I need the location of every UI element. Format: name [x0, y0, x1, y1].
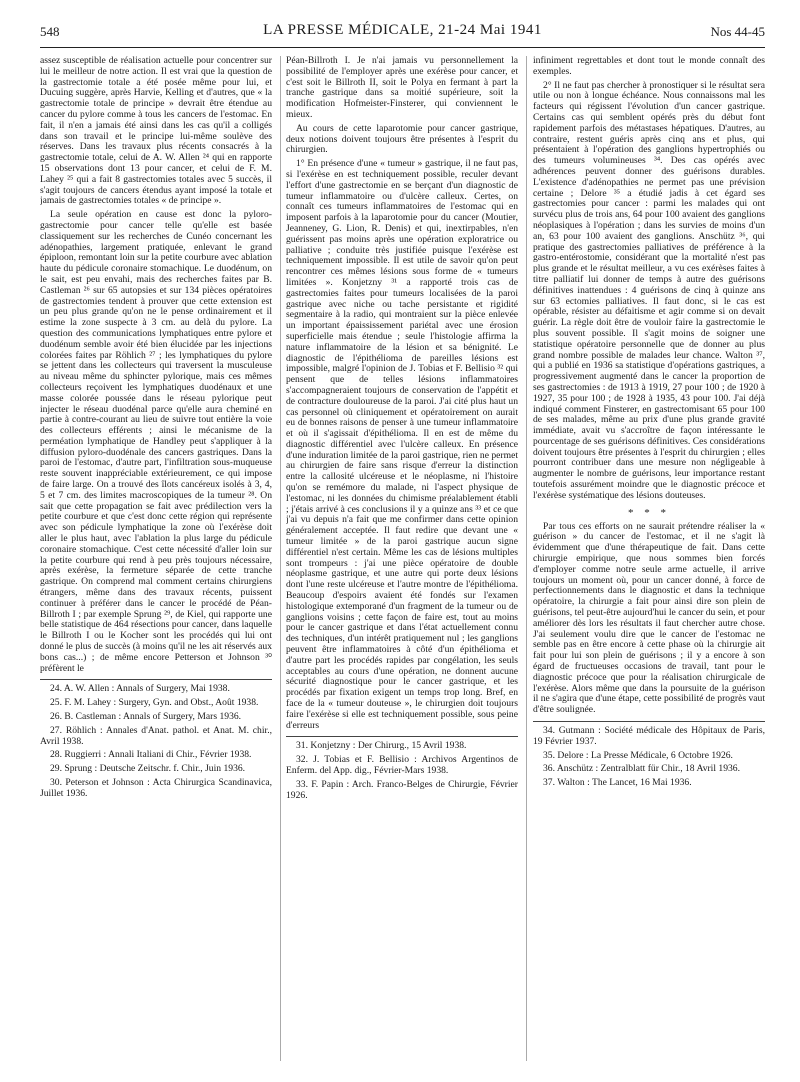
footnote: 36. Anschütz : Zentralblatt für Chir., 18 Avril 1936. — [543, 763, 740, 775]
paragraph: 2° Il ne faut pas chercher à pronostiquer si le résultat sera utile ou non à longue échéance. Nous connaissons mal les facteurs qui régissent l'évolution d'un cancer gastrique. Certains cas qui semblent opérés près du début font rapidement parfois des métastases hépatiques. D'autres, au contraire, restent guéris après cinq ans et plus, qui présentaient à l'opération des ganglions hypertrophiés ou des tumeurs volumineuses ³⁴. Des cas opérés avec adhérences peuvent donner des guérisons durables. L'existence d'adénopathies ne permet pas une prévision certaine ; Delore ³⁵ a étudié jadis à cet égard ses gastrectomies pour cancer : parmi les malades qui ont survécu plus de trois ans, 64 pour 100 avaient des ganglions néoplasiques à l'opération ; dans les survies de moins d'un an, 63 pour 100 avaient des ganglions. Anschütz ³⁶, qui pratique des gastrectomies palliatives de préférence à la gastro-entérostomie, considérant que la mortalité n'est pas plus grande et le résultat meilleur, a vu ces exérèses faites à titre palliatif lui donner de temps à autre des guérisons définitives inattendues : 4 guérisons de cinq à quinze ans sur 63 ectomies palliatives. Il faut donc, si le cas est opérable, résister au défaitisme et agir comme si on devait guérir. La règle doit être de vouloir faire la gastrectomie le plus souvent possible. Il s'agit moins de soigner une statistique opératoire personnelle que de donner au plus grand nombre possible de malades leur chance. Walton ³⁷, qui a publié en 1936 sa statistique d'opérations gastriques, a progressivement augmenté dans le cancer la proportion de ses gastrectomies : de 1913 à 1919, 27 pour 100 ; de 1920 à 1927, 35 pour 100 ; de 1928 à 1935, 43 pour 100. J'ai déjà indiqué comment Finsterer, en gastrectomisant 65 pour 100 de ses malades, même au prix d'une plus grande gravité immédiate, avait vu s'accroître de façon intéressante le pourcentage de ses guérisons définitives. Ces considérations doivent toujours être présentes à l'esprit du chirurgien ; elles pourront contribuer dans une mesure non négligeable à augmenter le nombre de guérisons, leur importance restant toutefois assurément moindre que le diagnostic précoce et l'exérèse systématique des lésions douteuses. — [533, 79, 765, 501]
page-header — [40, 18, 765, 44]
issue-date: 21-24 Mai 1941 — [438, 22, 542, 38]
footnote: 30. Peterson et Johnson : Acta Chirurgica Scandinavica, Juillet 1936. — [40, 777, 272, 799]
footnote-rule — [533, 721, 765, 722]
paragraph: La seule opération en cause est donc la pyloro-gastrectomie pour cancer telle qu'elle est basée classiquement sur les recherches de Cunéo concernant les adénopathies, largement pratiquée, enlevant le grand épiploon, remontant loin sur la petite courbure avec ablation haute du pédicule coronaire stomachique. Le duodénum, on le sait, est peu envahi, mais des recherches faites par B. Castleman ²⁶ sur 65 autopsies et sur 134 pièces opératoires de gastrectomies tendent à prouver que cette extension est un peu plus grande qu'on ne le pense ordinairement et il estime la zone suspecte à 3 cm. au delà du pylore. La question des communications lymphatiques entre pylore et duodénum semble avoir été bien élucidée par les injections colorées faites par Röhlich ²⁷ ; les lymphatiques du pylore se jettent dans les collecteurs qui traversent la musculeuse au niveau même du sphincter pylorique, mais ces mêmes collecteurs reçoivent les lymphatiques duodénaux et une masse colorée poussée dans le réseau pylorique peut injecter le réseau duodénal parce qu'elle aura cheminé en partie à contre-courant au lieu de suivre tout entière la voie des collecteurs efférents ; ainsi le mécanisme de la perméation lymphatique de Handley peut s'appliquer à la diffusion pyloro-duodénale des cancers gastriques. Dans la paroi de l'estomac, d'autre part, l'infiltration sous-muqueuse reste souvent inappréciable extérieurement, ce qui impose de faire large. On a trouvé des îlots cancéreux isolés à 3, 4, 5 et 7 cm. des limites macroscopiques de la tumeur ²⁸. On sait que cette propagation se fait avec prédilection vers la petite courbure et que c'est donc cette région qui représente avec son pédicule lymphatique la zone où l'exérèse doit aller le plus haut, avec l'ablation la plus large du pédicule coronaire stomachique. C'est cette nécessité d'aller loin sur la petite courbure qui rend à peu près toujours nécessaire, après exérèse, la fermeture séparée de cette tranche gastrique. On comprend mal comment certains chirurgiens étrangers, même dans des travaux récents, puissent continuer à préférer dans le cancer le procédé de Péan-Billroth I ; par exemple Sprung ²⁹, de Kiel, qui rapporte une belle statistique de 464 résections pour cancer, dans laquelle le Billroth I ou le Kocher sont les procédés qui lui ont donné le plus de succès (à moins qu'il ne les ait réservés aux bons cas...) ; de même encore Petterson et Johnson ³⁰ préfèrent le — [40, 209, 272, 674]
column-divider — [526, 56, 527, 1061]
footnote: 24. A. W. Allen : Annals of Surgery, Mai 1938. — [50, 683, 230, 695]
footnote: 28. Ruggierri : Annali Italiani di Chir., Février 1938. — [50, 749, 252, 761]
footnote: 26. B. Castleman : Annals of Surgery, Mars 1936. — [50, 711, 242, 723]
column-1 — [40, 56, 272, 1066]
footnote: 35. Delore : La Presse Médicale, 6 Octobre 1926. — [543, 749, 733, 761]
column-2 — [286, 56, 518, 1066]
footnote: 25. F. M. Lahey : Surgery, Gyn. and Obst., Août 1938. — [50, 697, 259, 709]
footnote-rule — [40, 679, 272, 680]
issue-number: Nos 44-45 — [710, 24, 765, 39]
footnote: 29. Sprung : Deutsche Zeitschr. f. Chir., Juin 1936. — [50, 763, 246, 775]
paragraph: infiniment regrettables et dont tout le monde connaît des exemples. — [533, 56, 765, 77]
footnote: 31. Konjetzny : Der Chirurg., 15 Avril 1938. — [296, 740, 467, 752]
journal-name: LA PRESSE MÉDICALE, — [263, 22, 434, 38]
section-separator: * * * — [628, 506, 670, 519]
paragraph: 1° En présence d'une « tumeur » gastrique, il ne faut pas, si l'exérèse en est techniquement possible, reculer devant l'effort d'une gastrectomie en se berçant d'un diagnostic de tumeur inflammatoire ou d'ulcère calleux. Certes, on connaît ces tumeurs inflammatoires de l'estomac qui en imposent parfois à la laparotomie pour du cancer (Moutier, Jeanneney, G. Lion, R. Denis) et qui, inextirpables, n'en guérissent pas moins après une opération exploratrice ou palliative ; conduite très justifiée puisque l'exérèse est techniquement impossible. Il est utile de savoir qu'on peut rencontrer ces mêmes lésions sous forme de « tumeurs limitées ». Konjetzny ³¹ a rapporté trois cas de gastrectomies faites pour tumeurs localisées de la paroi gastrique avec niche ou tache persistante et rigidité segmentaire à la radio, qui montraient sur la pièce enlevée un important épaississement pariétal avec une érosion superficielle mais étendue ; seule l'histologie affirma la nature inflammatoire de la lésion et sa bénignité. Le diagnostic de l'épithélioma de pareilles lésions est impossible, malgré l'opinion de J. Tobias et F. Bellisio ³² qui pensent que de telles lésions inflammatoires s'accompagneraient toujours de conservation de l'appétit et de contracture douloureuse de la paroi. J'ai cité plus haut un cas personnel où cliniquement et opératoirement on aurait eu de bonnes raisons de penser à une tumeur inflammatoire et où il s'agissait d'épithélioma. Il en est de même du diagnostic différentiel avec l'ulcère calleux. En présence d'une induration limitée de la paroi gastrique, rien ne permet au chirurgien de faire sans risque d'erreur la distinction entre la callosité ulcéreuse et le néoplasme, ni l'histoire qu'on se remémore du malade, ni l'aspect physique de l'estomac, ni les données du chimisme préalablement établi ; j'étais arrivé à ces conclusions il y a quinze ans ³³ et ce que j'ai vu depuis n'a fait que me confirmer dans cette opinion généralement acceptée. Il faut redire que devant une « tumeur limitée » de la paroi gastrique aucun signe différentiel n'est certain. Même les cas de lésions multiples sont trompeurs : j'ai une pièce opératoire de double néoplasme gastrique, et une autre qui porte deux lésions dont l'une reste ulcéreuse et l'autre montre de l'épithélioma. Beaucoup d'espoirs avaient été fondés sur l'examen histologique extemporané d'un fragment de la tumeur ou de ganglions voisins ; cette façon de faire est, tout au moins pour le cancer gastrique et dans l'état actuellement connu des techniques, d'un intérêt pratiquement nul ; les ganglions peuvent être inflammatoires à côté d'un épithélioma et d'autre part les procédés rapides par congélation, les seuls acceptables au cours d'une opération, ne donnent aucune sécurité diagnostique pour le cancer gastrique, et les procédés par fixation exigent un temps trop long. Bref, en face de la « tumeur douteuse », le chirurgien doit toujours faire l'exérèse si elle est techniquement possible, sous peine d'erreurs — [286, 158, 518, 731]
paragraph: Par tous ces efforts on ne saurait prétendre réaliser la « guérison » du cancer de l'estomac, et il ne s'agit là évidemment que d'une thérapeutique de fait. Dans cette chirurgie empirique, que nous sommes bien forcés d'employer comme notre seule arme actuelle, il arrive toujours un moment où, pour un cancer donné, à force de perfectionnements dans le diagnostic et dans la technique opératoire, la chirurgie a fait pour ainsi dire son plein de guérisons, tel peut-être aujourd'hui le cancer du sein, et pour améliorer dès lors les résultats il faut chercher autre chose. J'ai seulement voulu dire que le cancer de l'estomac ne semble pas en être encore à cette phase où la chirurgie ait fait pour lui son plein de guérisons ; il y a encore à son égard de fructueuses occasions de travail, tant pour le diagnostic précoce que pour la réalisation chirurgicale de l'exérèse. Alors même que dans la poursuite de la guérison il ne s'agira que d'une étape, cette possibilité de progrès vaut d'être soulignée. — [533, 520, 765, 716]
page-number: 548 — [40, 24, 60, 39]
paragraph: Péan-Billroth I. Je n'ai jamais vu personnellement la possibilité de l'employer après une exérèse pour cancer, et c'est soit le Billroth II, soit le Polya en fermant à part la tranche gastrique dans sa moitié supérieure, soit la modification Hofmeister-Finsterer, qui conviennent le mieux. — [286, 56, 518, 120]
footnote: 27. Röhlich : Annales d'Anat. pathol. et Anat. M. chir., Avril 1938. — [40, 724, 272, 747]
paragraph: assez susceptible de réalisation actuelle pour concentrer sur lui le meilleur de notre action. Il est vrai que la question de la gastrectomie totale a été posée même pour lui, et Ducuing suggère, après Harvie, Kelling et d'autres, que « la gastrectomie totale de principe » devrait être étendue au cancer du pylore comme à tous les cancers de l'estomac. En fait, il n'en a jamais été ainsi dans les cas qu'il a colligés dans son travail et le principe lui-même soulève des réserves. Dans les travaux plus récents consacrés à la gastrectomie totale, celui de A. W. Allen ²⁴ qui en rapporte 15 observations dont 13 pour cancer, et celui de F. M. Lahey ²⁵ qui a fait 8 gastrectomies totales avec 5 succès, il s'agit toujours de cancers étendus ayant imposé la totale et jamais de gastrectomies totales « de principe ». — [40, 56, 272, 207]
footnote: 33. F. Papin : Arch. Franco-Belges de Chirurgie, Février 1926. — [286, 778, 518, 801]
column-divider — [280, 56, 281, 1061]
footnote-rule — [286, 736, 518, 737]
footnote: 32. J. Tobias et F. Bellisio : Archivos Argentinos de Enferm. del App. dig., Février-Mars 1938. — [286, 754, 518, 776]
paragraph: Au cours de cette laparotomie pour cancer gastrique, deux notions doivent toujours être présentes à l'esprit du chirurgien. — [286, 122, 518, 156]
journal-title — [40, 22, 765, 39]
footnote: 37. Walton : The Lancet, 16 Mai 1936. — [543, 777, 692, 789]
header-rule — [40, 47, 765, 48]
footnote: 34. Gutmann : Société médicale des Hôpitaux de Paris, 19 Février 1937. — [533, 725, 765, 747]
column-3 — [533, 56, 765, 1066]
